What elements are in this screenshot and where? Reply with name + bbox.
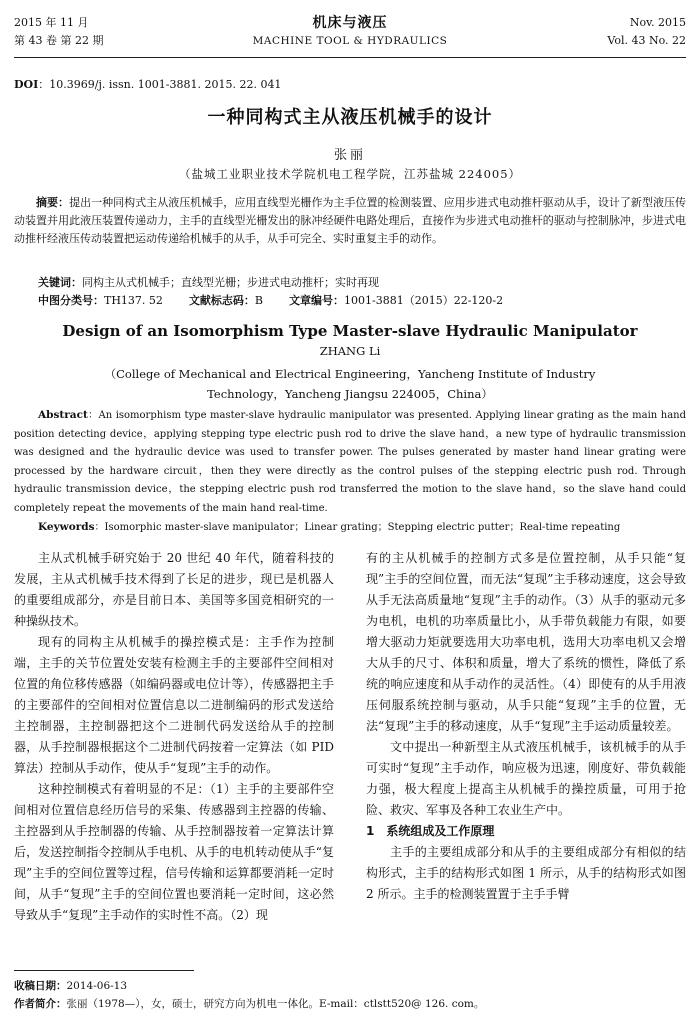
keywords-en — [14, 518, 686, 538]
doi-line — [14, 76, 281, 92]
keywords-cn-label: 关键词： — [38, 276, 82, 289]
keywords-cn-text: 同构主从式机械手；直线型光栅；步进式电动推杆；实时再现 — [82, 276, 379, 289]
body-paragraph: 主手的主要组成部分和从手的主要组成部分有相似的结构形式，主手的结构形式如图 1 所示，从手的结构形式如图 2 所示。主手的检测装置置于主手手臂 — [366, 845, 686, 901]
abstract-cn — [14, 194, 686, 248]
received-label: 收稿日期： — [14, 980, 67, 992]
body-paragraph: 有的主从机械手的控制方式多是位置控制，从手只能“复现”主手的空间位置，而无法“复现”主手移动速度，这会导致从手无法高质量地“复现”主手的动作。（3）从手的驱动元多为电机，电机的功率质量比小，从手带负载能力有限，如要增大驱动力矩就要选用大功率电机，选用大功率电机又会增大从手的尺寸、体积和质量，增大了系统的惯性，降低了系统的响应速度和从手动作的灵活性。（4）即使有的从手用液压伺服系统控制与驱动，从手只能“复现”主手的位置，无法“复现”主手的移动速度，从手“复现”主手运动质量较差。 — [366, 551, 686, 733]
author-en: ZHANG Li — [319, 344, 381, 358]
doi-value: ：10.3969/j. issn. 1001-3881. 2015. 22. 041 — [38, 78, 282, 91]
journal-name-en: MACHINE TOOL & HYDRAULICS — [252, 35, 448, 47]
header-rule — [14, 57, 686, 58]
doc-code-label: 文献标志码： — [188, 294, 255, 307]
header-volume-en: Vol. 43 No. 22 — [607, 34, 686, 47]
footnote-rule — [14, 970, 194, 971]
header-center — [14, 14, 686, 50]
abstract-en — [14, 406, 686, 519]
classification-line — [14, 292, 686, 310]
article-number-label: 文章编号： — [289, 294, 345, 307]
body-paragraph: 主从式机械手研究始于 20 世纪 40 年代，随着科技的发展，主从式机械手技术得到了长足的进步，现已是机器人的重要组成部分，亦是目前日本、美国等多国竞相研究的一种操纵技术。 — [14, 551, 334, 628]
doc-code-value: B — [254, 294, 264, 307]
abstract-cn-label: 摘要： — [36, 196, 70, 209]
keywords-cn — [14, 274, 686, 292]
paper-title-cn: 一种同构式主从液压机械手的设计 — [207, 107, 493, 128]
clc-value: TH137. 52 — [104, 294, 163, 307]
affiliation-cn: （盐城工业职业技术学院机电工程学院，江苏盐城 224005） — [178, 167, 522, 181]
received-value: 2014-06-13 — [66, 980, 128, 992]
doi-label: DOI — [14, 78, 39, 91]
abstract-en-text: ：An isomorphism type master-slave hydraulic manipulator was presented. Applying linear grating as the main hand position detecting device，applying stepping type electric push rod to drive the slave hand，a new type of hydraulic transmission was designed and the hydraulic device was used to transfer power. The pulses generated by master hand linear grating were processed by the hardware circuit，then they were directly as the control pulses of the stepping electric push rod. Through hydraulic transmission device，the stepping electric push rod transferred the motion to the slave hand，so the slave hand could completely repeat the movements of the main hand real-time. — [14, 410, 686, 514]
body-paragraph: 现有的同构主从机械手的操控模式是：主手作为控制端，主手的关节位置处安装有检测主手的主要部件空间相对位置的角位移传感器（如编码器或电位计等），传感器把主手的主要部件的空间相对位置信息以二进制编码的形式发送给主控制器，主控制器把这个二进制代码发送给从手的控制器，从手控制器根据这个二进制代码按着一定算法（如 PID 算法）控制从手动作，使从手“复现”主手的动作。 — [14, 635, 334, 775]
journal-name-cn: 机床与液压 — [312, 15, 388, 31]
body-column-right — [366, 548, 686, 905]
author-cn: 张丽 — [333, 148, 366, 163]
section-heading: 1 系统组成及工作原理 — [366, 824, 495, 838]
footnote-received — [14, 978, 686, 995]
header-date-cn: 2015 年 11 月 — [14, 16, 89, 29]
body-paragraph: 这种控制模式有着明显的不足：（1）主手的主要部件空间相对位置信息经历信号的采集、传感器到主控器的传输、主控器到从手控制器的传输、从手控制器按着一定算法计算后，发送控制指令控制从手电机、从手的电机转动使从手“复现”主手的空间位置等过程，信号传输和运算都要消耗一定时间，从手“复现”主手的空间位置也要消耗一定时间，这必然导致从手“复现”主手动作的实时性不高。（2）现 — [14, 782, 334, 922]
body-paragraph: 文中提出一种新型主从式液压机械手，该机械手的从手可实时“复现”主手动作，响应极为迅速，刚度好、带负载能力强，极大程度上提高主从机械手的操控质量，可用于抢险、救灾、军事及各种工农业生产中。 — [366, 740, 686, 817]
clc-label: 中图分类号： — [38, 294, 104, 307]
paper-title-en: Design of an Isomorphism Type Master-slave Hydraulic Manipulator — [62, 322, 638, 340]
keywords-en-label: Keywords — [38, 521, 95, 533]
bio-label: 作者简介： — [14, 998, 67, 1010]
article-number-value: 1001-3881（2015）22-120-2 — [344, 294, 504, 307]
header-volume-cn: 第 43 卷 第 22 期 — [14, 34, 104, 47]
header-date-en: Nov. 2015 — [629, 16, 686, 29]
bio-value: 张丽（1978—），女，硕士，研究方向为机电一体化。E-mail：ctlstt520@ 126. com。 — [66, 998, 485, 1010]
affiliation-en: （College of Mechanical and Electrical Engineering，Yancheng Institute of Industry Technology，Yancheng Jiangsu 224005，China） — [104, 367, 596, 401]
footnote-author-bio — [14, 996, 686, 1013]
abstract-en-label: Abstract — [38, 409, 88, 421]
running-header — [14, 14, 686, 54]
abstract-cn-text: 提出一种同构式主从液压机械手，应用直线型光栅作为主手位置的检测装置、应用步进式电动推杆驱动从手，设计了新型液压传动装置并用此液压装置传递动力，主手的直线型光栅发出的脉冲经硬件电路处理后，直接作为步进式电动推杆的驱动与控制脉冲，步进式电动推杆经液压传动装置把运动传递给机械手的从手，从手可完全、实时重复主手的动作。 — [14, 196, 687, 245]
header-right — [607, 14, 686, 50]
body-column-left — [14, 548, 334, 926]
keywords-en-text: ：Isomorphic master-slave manipulator；Linear grating；Stepping electric putter；Real-time repeating — [94, 522, 621, 533]
